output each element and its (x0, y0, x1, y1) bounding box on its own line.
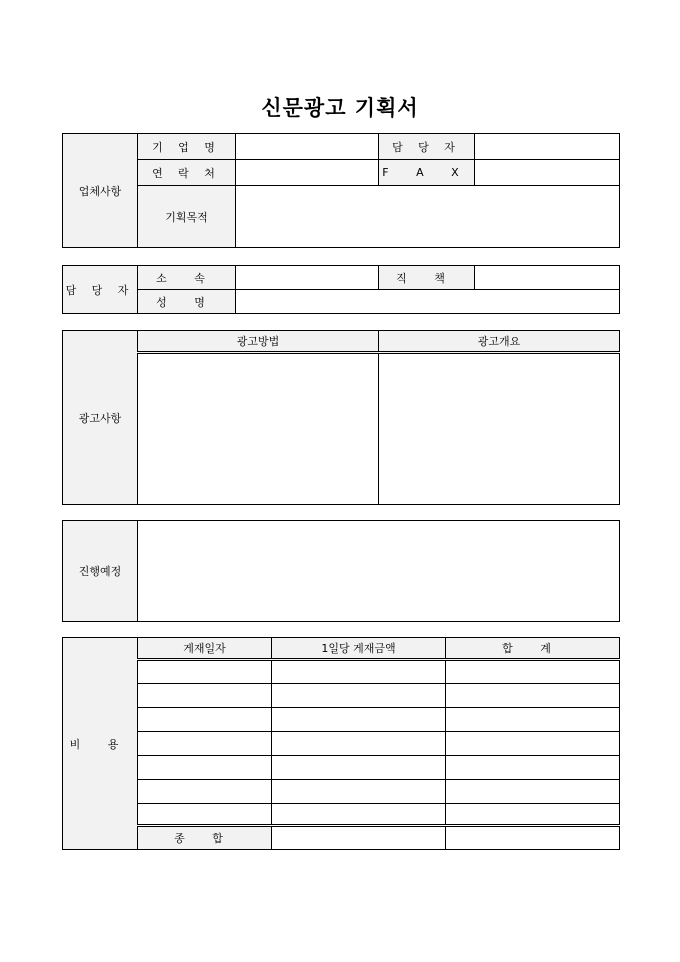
person-position-field[interactable] (475, 266, 620, 290)
cost-total-label: 종 합 (138, 826, 272, 850)
cost-date-cell[interactable] (138, 708, 272, 732)
cost-sum-cell[interactable] (446, 684, 620, 708)
person-dept-field[interactable] (236, 266, 379, 290)
person-name-label: 성 명 (138, 290, 236, 314)
cost-sum-cell[interactable] (446, 660, 620, 684)
schedule-field[interactable] (138, 521, 620, 622)
company-fax-label: F A X (379, 160, 475, 186)
person-name-field[interactable] (236, 290, 620, 314)
company-contact-label: 연 락 처 (138, 160, 236, 186)
ad-method-header: 광고방법 (138, 331, 379, 353)
page-title: 신문광고 기획서 (261, 96, 419, 120)
cost-date-cell[interactable] (138, 780, 272, 804)
cost-header-daily-amount: 1일당 게재금액 (272, 638, 446, 660)
table-row (63, 684, 620, 708)
ad-overview-field[interactable] (379, 353, 620, 505)
company-purpose-label: 기획목적 (138, 186, 236, 248)
company-manager-field[interactable] (475, 134, 620, 160)
cost-date-cell[interactable] (138, 660, 272, 684)
cost-amount-cell[interactable] (272, 804, 446, 826)
cost-header-date: 게재일자 (138, 638, 272, 660)
company-name-label: 기 업 명 (138, 134, 236, 160)
person-position-label: 직 책 (379, 266, 475, 290)
table-row (63, 804, 620, 826)
company-name-field[interactable] (236, 134, 379, 160)
table-row (63, 732, 620, 756)
person-section-label: 담 당 자 (63, 266, 138, 314)
schedule-section-label: 진행예정 (63, 521, 138, 622)
cost-amount-cell[interactable] (272, 780, 446, 804)
cost-sum-cell[interactable] (446, 708, 620, 732)
cost-date-cell[interactable] (138, 684, 272, 708)
cost-total-amount[interactable] (272, 826, 446, 850)
company-table (62, 133, 620, 248)
cost-sum-cell[interactable] (446, 804, 620, 826)
cost-date-cell[interactable] (138, 756, 272, 780)
cost-amount-cell[interactable] (272, 660, 446, 684)
cost-sum-cell[interactable] (446, 780, 620, 804)
schedule-table (62, 520, 620, 622)
cost-sum-cell[interactable] (446, 756, 620, 780)
cost-section-label: 비 용 (63, 638, 138, 850)
company-purpose-field[interactable] (236, 186, 620, 248)
company-manager-label: 담 당 자 (379, 134, 475, 160)
company-contact-field[interactable] (236, 160, 379, 186)
person-dept-label: 소 속 (138, 266, 236, 290)
cost-date-cell[interactable] (138, 732, 272, 756)
ad-overview-header: 광고개요 (379, 331, 620, 353)
cost-amount-cell[interactable] (272, 684, 446, 708)
cost-date-cell[interactable] (138, 804, 272, 826)
company-section-label: 업체사항 (63, 134, 138, 248)
cost-total-sum[interactable] (446, 826, 620, 850)
table-row (63, 780, 620, 804)
person-table (62, 265, 620, 314)
company-fax-field[interactable] (475, 160, 620, 186)
table-row (63, 660, 620, 684)
cost-amount-cell[interactable] (272, 708, 446, 732)
cost-amount-cell[interactable] (272, 756, 446, 780)
ad-section-label: 광고사항 (63, 331, 138, 505)
cost-header-sum: 합 계 (446, 638, 620, 660)
ad-method-field[interactable] (138, 353, 379, 505)
cost-table (62, 637, 620, 850)
table-row (63, 756, 620, 780)
ad-table (62, 330, 620, 505)
cost-sum-cell[interactable] (446, 732, 620, 756)
table-row (63, 708, 620, 732)
cost-amount-cell[interactable] (272, 732, 446, 756)
